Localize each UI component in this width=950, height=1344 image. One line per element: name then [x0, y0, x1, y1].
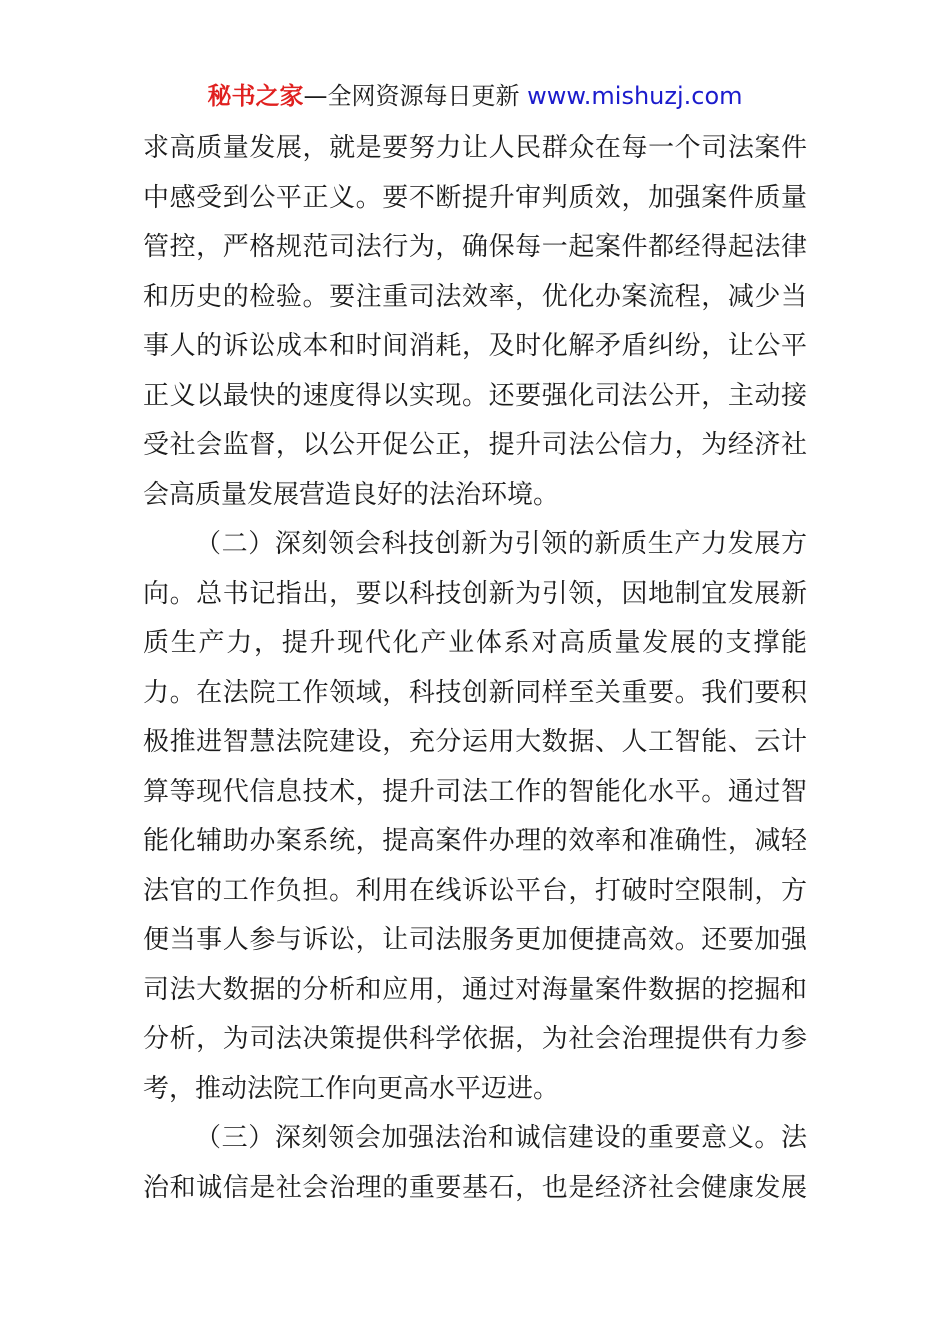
paragraph-3: （三）深刻领会加强法治和诚信建设的重要意义。法治和诚信是社会治理的重要基石，也是经济社会健康发展 — [143, 1123, 807, 1203]
site-header — [0, 78, 950, 114]
paragraph-1: 求高质量发展，就是要努力让人民群众在每一个司法案件中感受到公平正义。要不断提升审判质效，加强案件质量管控，严格规范司法行为，确保每一起案件都经得起法律和历史的检验。要注重司法效率，优化办案流程，减少当事人的诉讼成本和时间消耗，及时化解矛盾纠纷，让公平正义以最快的速度得以实现。还要强化司法公开，主动接受社会监督，以公开促公正，提升司法公信力，为经济社会高质量发展营造良好的法治环境。 — [143, 133, 807, 510]
brand-name: 秘书之家 — [207, 82, 304, 110]
document-body — [143, 124, 807, 1213]
header-tagline: —全网资源每日更新 — [303, 82, 528, 110]
site-url-link[interactable]: www.mishuzj.com — [527, 82, 743, 110]
paragraph-2: （二）深刻领会科技创新为引领的新质生产力发展方向。总书记指出，要以科技创新为引领，因地制宜发展新质生产力，提升现代化产业体系对高质量发展的支撑能力。在法院工作领域，科技创新同样至关重要。我们要积极推进智慧法院建设，充分运用大数据、人工智能、云计算等现代信息技术，提升司法工作的智能化水平。通过智能化辅助办案系统，提高案件办理的效率和准确性，减轻法官的工作负担。利用在线诉讼平台，打破时空限制，方便当事人参与诉讼，让司法服务更加便捷高效。还要加强司法大数据的分析和应用，通过对海量案件数据的挖掘和分析，为司法决策提供科学依据，为社会治理提供有力参考，推动法院工作向更高水平迈进。 — [143, 529, 807, 1104]
